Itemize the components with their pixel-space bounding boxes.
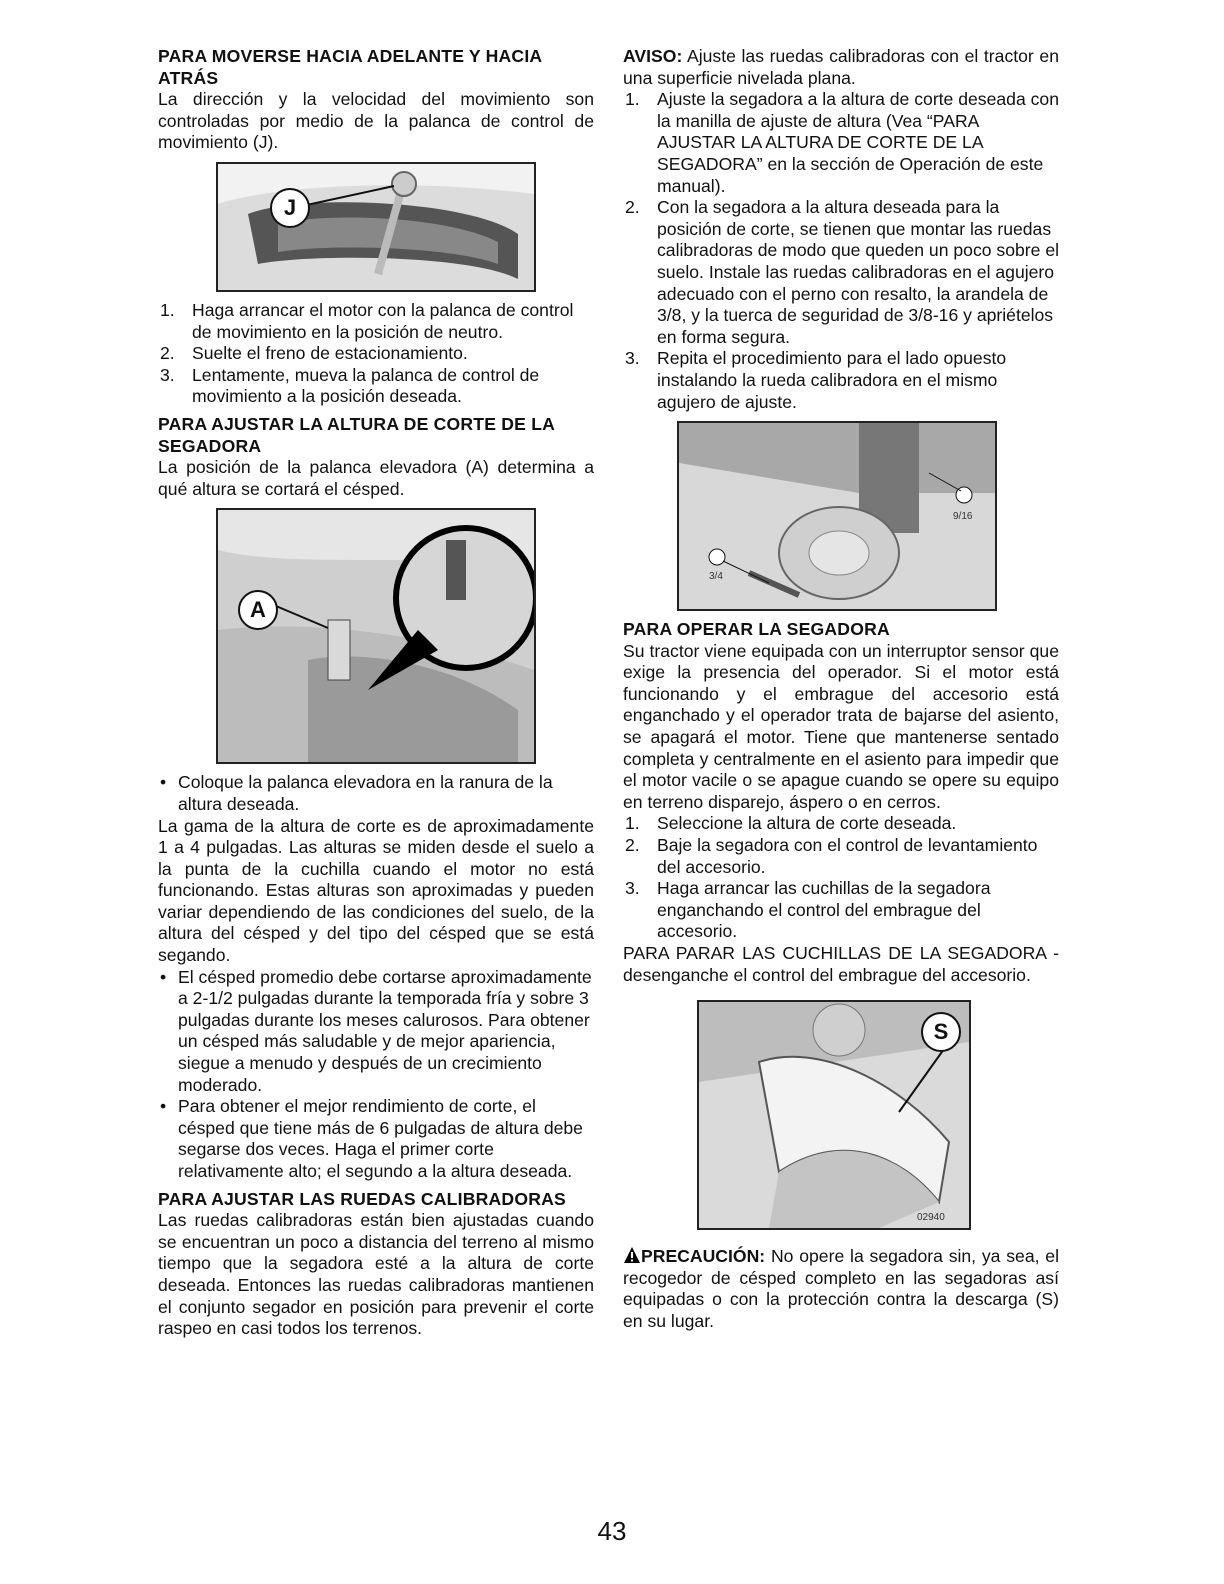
list-item: 1. Haga arrancar el motor con la palanca de control de movimiento en la posición de neutro.	[160, 299, 574, 342]
list-item: 2. Suelte el freno de estacionamiento.	[160, 343, 468, 364]
callout-j: J	[270, 188, 310, 228]
list-item: 1. Ajuste la segadora a la altura de corte deseada con la manilla de ajuste de altura (Vea “PARA AJUSTAR LA ALTURA DE CORTE DE LA SEGADORA” en la sección de Operación de este manual).	[625, 89, 1059, 196]
gauge-wheel-illustration	[679, 423, 995, 609]
section-text-cut-height: La posición de la palanca elevadora (A) determina a qué altura se cortará el césped.	[158, 457, 594, 499]
list-item: • Para obtener el mejor rendimiento de corte, el césped que tiene más de 6 pulgadas de altura debe segarse dos veces. Haga el primer corte relativamente alto; el segundo a la altura deseada.	[158, 1096, 594, 1182]
caution-label: PRECAUCIÓN:	[641, 1246, 766, 1267]
figure-lift-lever	[216, 508, 536, 764]
steps-operate-mower	[623, 813, 1059, 943]
section-text-operate-mower: Su tractor viene equipada con un interruptor sensor que exige la presencia del operador. Si el motor está funcionando y el embrague del accesorio está enganchado y el operador trata de bajarse del asiento, se apagará el motor. Tiene que mantenerse sentado completa y centralmente en el asiento para impedir que el motor vacile o se apague cuando se opere su equipo en terreno disparejo, áspero o en cerros.	[623, 640, 1059, 812]
figure-gauge-wheel	[677, 421, 997, 611]
callout-a: A	[238, 590, 278, 630]
section-title-cut-height: PARA AJUSTAR LA ALTURA DE CORTE DE LA SEGADORA	[158, 413, 555, 456]
stop-blades-text: PARA PARAR LAS CUCHILLAS DE LA SEGADORA - desenganche el control del embrague del accesorio.	[623, 943, 1059, 985]
aviso-text: Ajuste las ruedas calibradoras con el tractor en una superficie nivelada plana.	[623, 46, 1059, 88]
lift-lever-illustration	[218, 510, 534, 762]
list-item: 3. Haga arrancar las cuchillas de la segadora enganchando el control del embrague del accesorio.	[625, 878, 991, 942]
wrench-size-label-a: 9/16	[953, 511, 973, 523]
section-title-operate-mower: PARA OPERAR LA SEGADORA	[623, 619, 890, 640]
list-item: 3. Repita el procedimiento para el lado opuesto instalando la rueda calibradora en el mismo agujero de ajuste.	[625, 348, 1007, 412]
caution-text: No opere la segadora sin, ya sea, el recogedor de césped completo en las segadoras así equipadas o con la protección contra la descarga (S) en su lugar.	[623, 1246, 1059, 1331]
bullets-cut-tips	[158, 967, 594, 1183]
caution-paragraph	[623, 1246, 1059, 1332]
warning-triangle-icon	[623, 1246, 641, 1264]
figure-motion-control-lever	[216, 162, 536, 292]
wrench-size-label-b: 3/4	[709, 571, 723, 583]
figure-discharge-guard	[697, 1000, 971, 1230]
list-item: 1. Seleccione la altura de corte deseada.	[625, 813, 957, 834]
page-number: 43	[597, 1516, 627, 1546]
section-title-gauge-wheels: PARA AJUSTAR LAS RUEDAS CALIBRADORAS	[158, 1188, 566, 1209]
callout-s: S	[921, 1012, 961, 1052]
steps-gauge-wheels	[623, 89, 1059, 413]
list-item: 2. Con la segadora a la altura deseada para la posición de corte, se tienen que montar las ruedas calibradoras de modo que queden un poco sobre el suelo. Instale las ruedas calibradoras en el agujero adecuado con el perno con resalto, la arandela de 3/8, y la tuerca de seguridad de 3/8-16 y apriételos en forma segura.	[625, 197, 1060, 347]
section-text-forward-reverse: La dirección y la velocidad del movimiento son controladas por medio de la palanca de control de movimiento (J).	[158, 89, 594, 153]
section-text-gauge-wheels: Las ruedas calibradoras están bien ajustadas cuando se encuentran un poco a distancia del terreno al mismo tiempo que la segadora esté a la altura de corte deseada. Entonces las ruedas calibradoras mantienen el conjunto segador en posición para prevenir el corte raspeo en casi todos los terrenos.	[158, 1210, 594, 1339]
left-column	[158, 46, 594, 1340]
steps-forward-reverse	[158, 300, 594, 408]
section-title-forward-reverse: PARA MOVERSE HACIA ADELANTE Y HACIA ATRÁS	[158, 46, 542, 88]
bullet-slot	[158, 772, 594, 815]
aviso-label: AVISO:	[623, 46, 683, 66]
aviso-paragraph	[623, 46, 1059, 89]
right-column	[623, 46, 1059, 1333]
list-item: 3. Lentamente, mueva la palanca de control de movimiento a la posición deseada.	[160, 364, 540, 407]
list-item: • Coloque la palanca elevadora en la ranura de la altura deseada.	[158, 772, 594, 815]
list-item: 2. Baje la segadora con el control de levantamiento del accesorio.	[625, 835, 1038, 877]
lever-illustration	[218, 164, 534, 290]
cut-range-paragraph: La gama de la altura de corte es de aproximadamente 1 a 4 pulgadas. Las alturas se miden desde el suelo a la punta de la cuchilla cuando el motor no está funcionando. Estas alturas son aproximadas y pueden variar dependiendo de las condiciones del suelo, de la altura del césped y del tipo del césped que se está segando.	[158, 815, 594, 966]
list-item: • El césped promedio debe cortarse aproximadamente a 2-1/2 pulgadas durante la temporada fría y sobre 3 pulgadas durante los meses calurosos. Para obtener un césped más saludable y de mejor apariencia, siegue a menudo y después de un crecimiento moderado.	[158, 967, 594, 1097]
figure-code: 02940	[917, 1212, 945, 1224]
